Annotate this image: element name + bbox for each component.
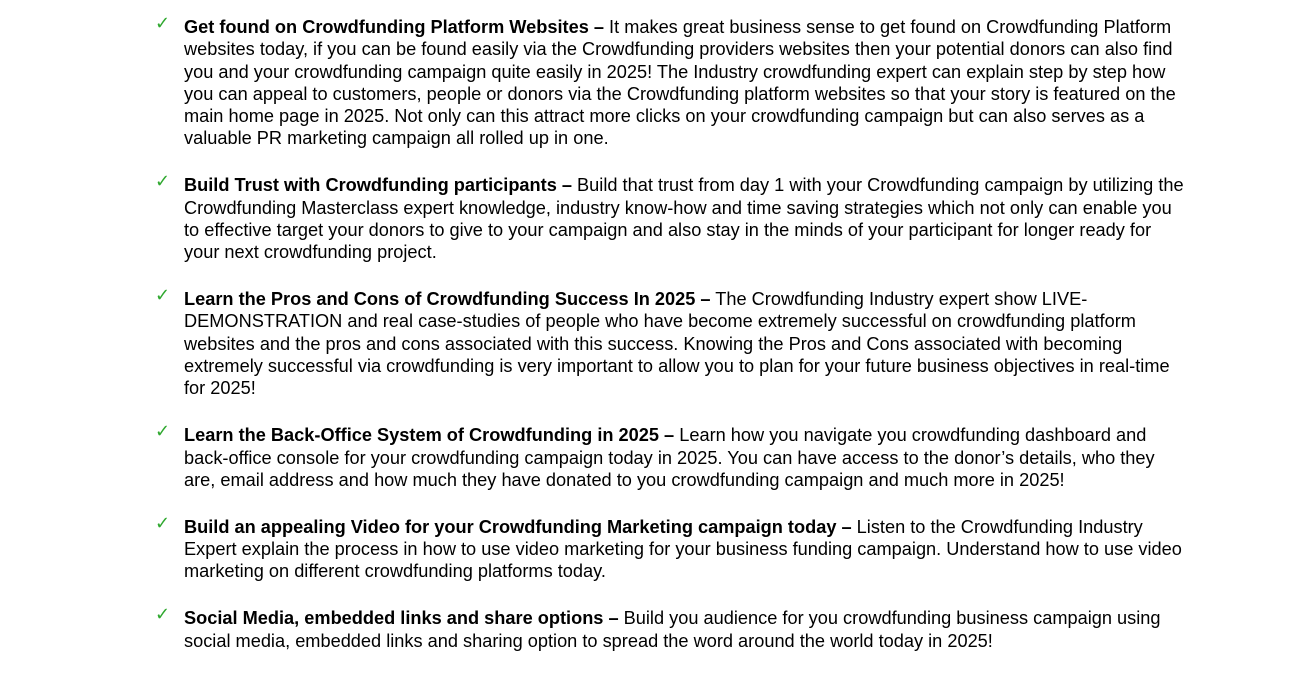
- check-icon: ✓: [155, 421, 171, 443]
- item-heading: Build Trust with Crowdfunding participants –: [184, 175, 572, 196]
- check-icon: ✓: [155, 13, 171, 34]
- check-icon: ✓: [155, 512, 171, 534]
- check-icon: ✓: [155, 171, 171, 193]
- list-item: [0, 285, 1190, 399]
- item-heading: Learn the Pros and Cons of Crowdfunding Success In 2025 –: [184, 289, 711, 310]
- list-item: [0, 13, 1190, 150]
- list-item: [0, 421, 1190, 491]
- item-text: Build you audience for you crowdfunding business campaign using social media, embedded links and sharing option to spread the word around the world today in 2025!: [184, 608, 1161, 651]
- item-heading: Learn the Back-Office System of Crowdfunding in 2025 –: [184, 425, 675, 446]
- check-icon: ✓: [155, 604, 171, 626]
- list-item: [0, 604, 1190, 652]
- list-item: [0, 171, 1190, 263]
- feature-list: [0, 13, 1292, 676]
- item-text: The Crowdfunding Industry expert show LIVE-DEMONSTRATION and real case-studies of people who have become extremely successful on crowdfunding platform websites and the pros and cons associated with this success. Knowing the Pros and Cons associated with becoming extremely successful via crowdfunding is very important to allow you to plan for your future business objectives in real-time for 2025!: [184, 289, 1170, 399]
- item-text: Build that trust from day 1 with your Crowdfunding campaign by utilizing the Crowdfunding Masterclass expert knowledge, industry know-how and time saving strategies which not only can enable you to effective target your donors to give to your campaign and also stay in the minds of your participant for longer ready for your next crowdfunding project.: [184, 175, 1184, 263]
- item-heading: Get found on Crowdfunding Platform Websites –: [184, 17, 604, 37]
- list-item: [0, 512, 1190, 583]
- check-icon: ✓: [155, 285, 171, 307]
- item-text: Listen to the Crowdfunding Industry Expert explain the process in how to use video marketing for your business funding campaign. Understand how to use video marketing on different crowdfunding platforms today.: [184, 516, 1182, 582]
- item-text: It makes great business sense to get found on Crowdfunding Platform websites today, if you can be found easily via the Crowdfunding providers websites then your potential donors can also find you and your crowdfunding campaign quite easily in 2025! The Industry crowdfunding expert can explain step by step how you can appeal to customers, people or donors via the Crowdfunding platform websites so that your story is featured on the main home page in 2025. Not only can this attract more clicks on your crowdfunding campaign but can also serves as a valuable PR marketing campaign all rolled up in one.: [184, 17, 1176, 149]
- item-text: Learn how you navigate you crowdfunding dashboard and back-office console for your crowdfunding campaign today in 2025. You can have access to the donor’s details, who they are, email address and how much they have donated to you crowdfunding campaign and much more in 2025!: [184, 425, 1155, 490]
- item-heading: Build an appealing Video for your Crowdfunding Marketing campaign today –: [184, 516, 852, 537]
- item-heading: Social Media, embedded links and share options –: [184, 608, 619, 629]
